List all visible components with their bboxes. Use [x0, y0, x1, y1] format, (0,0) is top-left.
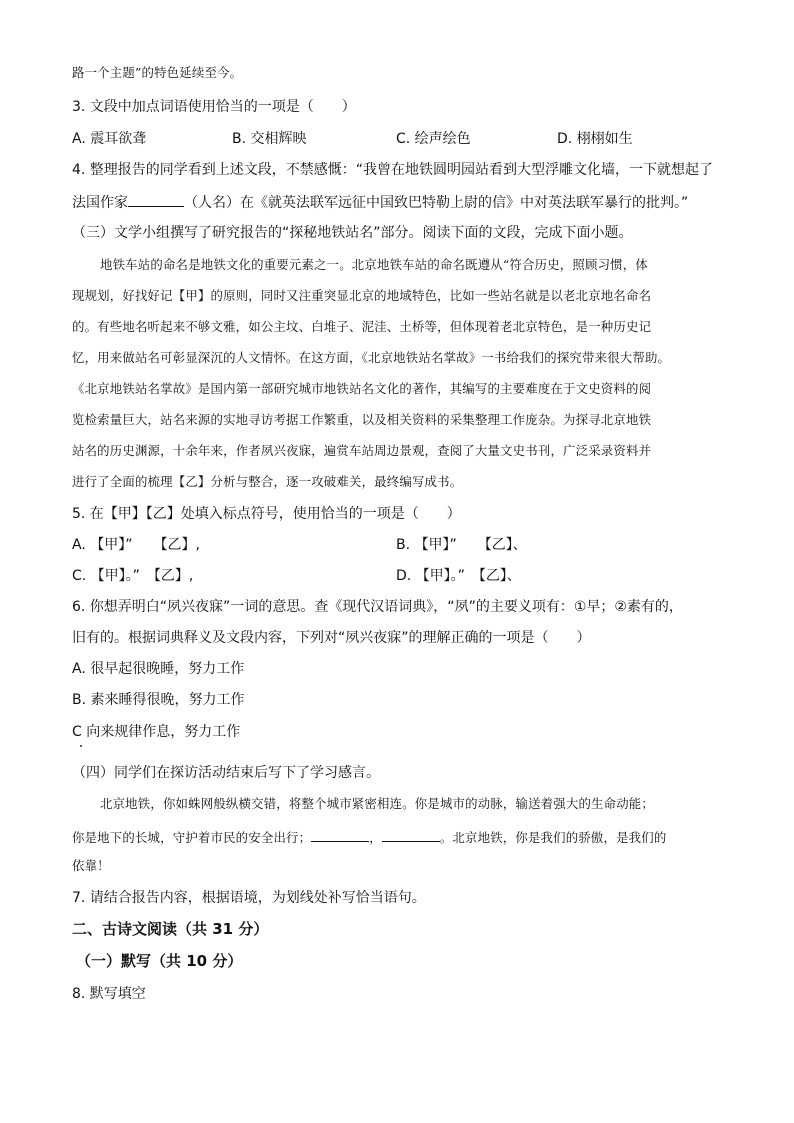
question-4-line-1: 4. 整理报告的同学看到上述文段，不禁感慨：“我曾在地铁圆明园站看到大型浮雕文化墙，一下就想起了: [72, 162, 714, 178]
q3-option-b: B. 交相辉映: [232, 131, 307, 147]
question-7: 7. 请结合报告内容，根据语境，为划线处补写恰当语句。: [72, 890, 426, 906]
passage-continuation: 路一个主题”的特色延续至今。: [72, 65, 243, 80]
q5-option-d: D. 【甲】。” 【乙】、: [396, 568, 521, 584]
reflection-separator: ，: [369, 830, 382, 845]
q3-option-c: C. 绘声绘色: [396, 131, 471, 147]
reflection-line-1: 北京地铁，你如蛛网般纵横交错，将整个城市紧密相连。你是城市的动脉，输送着强大的生命动能；: [100, 796, 654, 811]
question-8: 8. 默写填空: [72, 986, 146, 1002]
q3-option-a: A. 震耳欲聋: [72, 131, 147, 147]
reflection-blank-2[interactable]: [382, 829, 440, 842]
q6-option-c: C 向来规律作息，努力工作: [72, 724, 241, 740]
reflection-text-before: 你是地下的长城，守护着市民的安全出行；: [72, 830, 312, 845]
question-6-line-1: 6. 你想弄明白“夙兴夜寐”一词的意思。查《现代汉语词典》，“夙”的主要义项有：①早；②素有的，: [72, 599, 683, 615]
q6-option-a: A. 很早起很晚睡，努力工作: [72, 661, 245, 677]
q6-option-b: B. 素来睡得很晚，努力工作: [72, 692, 245, 708]
passage-line: 站名的历史渊源，十余年来，作者夙兴夜寐，遍赏车站周边景观，查阅了大量文史书刊，广泛采录资料并: [72, 443, 652, 458]
part-2-subheading: （一）默写（共 10 分）: [76, 952, 243, 970]
passage-line: 现规划，好找好记【甲】的原则，同时又注重突显北京的地域特色，比如一些站名就是以老北京地名命名: [72, 288, 652, 303]
q4-answer-blank[interactable]: [128, 194, 184, 207]
q5-option-c: C. 【甲】。” 【乙】,: [72, 568, 194, 584]
passage-line: 进行了全面的梳理【乙】分析与整合，逐一攻破难关，最终编写成书。: [72, 474, 463, 489]
question-6-line-2: 旧有的。根据词典释义及文段内容，下列对“夙兴夜寐”的理解正确的一项是（ ）: [72, 630, 591, 646]
q4-text-before: 法国作家: [72, 195, 128, 211]
passage-line: 的。有些地名听起来不够文雅，如公主坟、白堆子、泥洼、土桥等，但体现着老北京特色，是一种历史记: [72, 319, 652, 334]
question-3-stem: 3. 文段中加点词语使用恰当的一项是（ ）: [72, 99, 356, 115]
stray-dot: [80, 745, 82, 747]
reflection-line-2: [72, 829, 666, 844]
section-3-intro: （三）文学小组撰写了研究报告的“探秘地铁站名”部分。阅读下面的文段，完成下面小题。: [72, 225, 633, 241]
reflection-line-3: 依靠！: [72, 858, 110, 873]
section-4-intro: （四）同学们在探访活动结束后写下了学习感言。: [72, 765, 380, 781]
reflection-text-after: 。北京地铁，你是我们的骄傲，是我们的: [439, 830, 667, 845]
passage-line: 《北京地铁站名掌故》是国内第一部研究城市地铁站名文化的著作，其编写的主要难度在于文史资料的阅: [72, 381, 652, 396]
q5-option-a: A. 【甲】” 【乙】,: [72, 537, 200, 553]
part-2-heading: 二、古诗文阅读（共 31 分）: [72, 920, 269, 938]
q4-text-after: （人名）在《就英法联军远征中国致巴特勒上尉的信》中对英法联军暴行的批判。”: [184, 195, 689, 211]
reflection-blank-1[interactable]: [311, 829, 369, 842]
question-4-line-2: [72, 194, 688, 210]
passage-line: 忆，用来做站名可彰显深沉的人文情怀。在这方面，《北京地铁站名掌故》一书给我们的探究带来很大帮助。: [72, 350, 671, 365]
q5-option-b: B. 【甲】” 【乙】、: [396, 537, 527, 553]
q3-option-d: D. 栩栩如生: [557, 131, 633, 147]
passage-line: 览检索量巨大，站名来源的实地寻访考据工作繁重，以及相关资料的采集整理工作庞杂。为探寻北京地铁: [72, 412, 652, 427]
question-5-stem: 5. 在【甲】【乙】处填入标点符号，使用恰当的一项是（ ）: [72, 506, 461, 522]
passage-line: 地铁车站的命名是地铁文化的重要元素之一。北京地铁车站的命名既遵从“符合历史，照顾习惯，体: [100, 257, 648, 272]
